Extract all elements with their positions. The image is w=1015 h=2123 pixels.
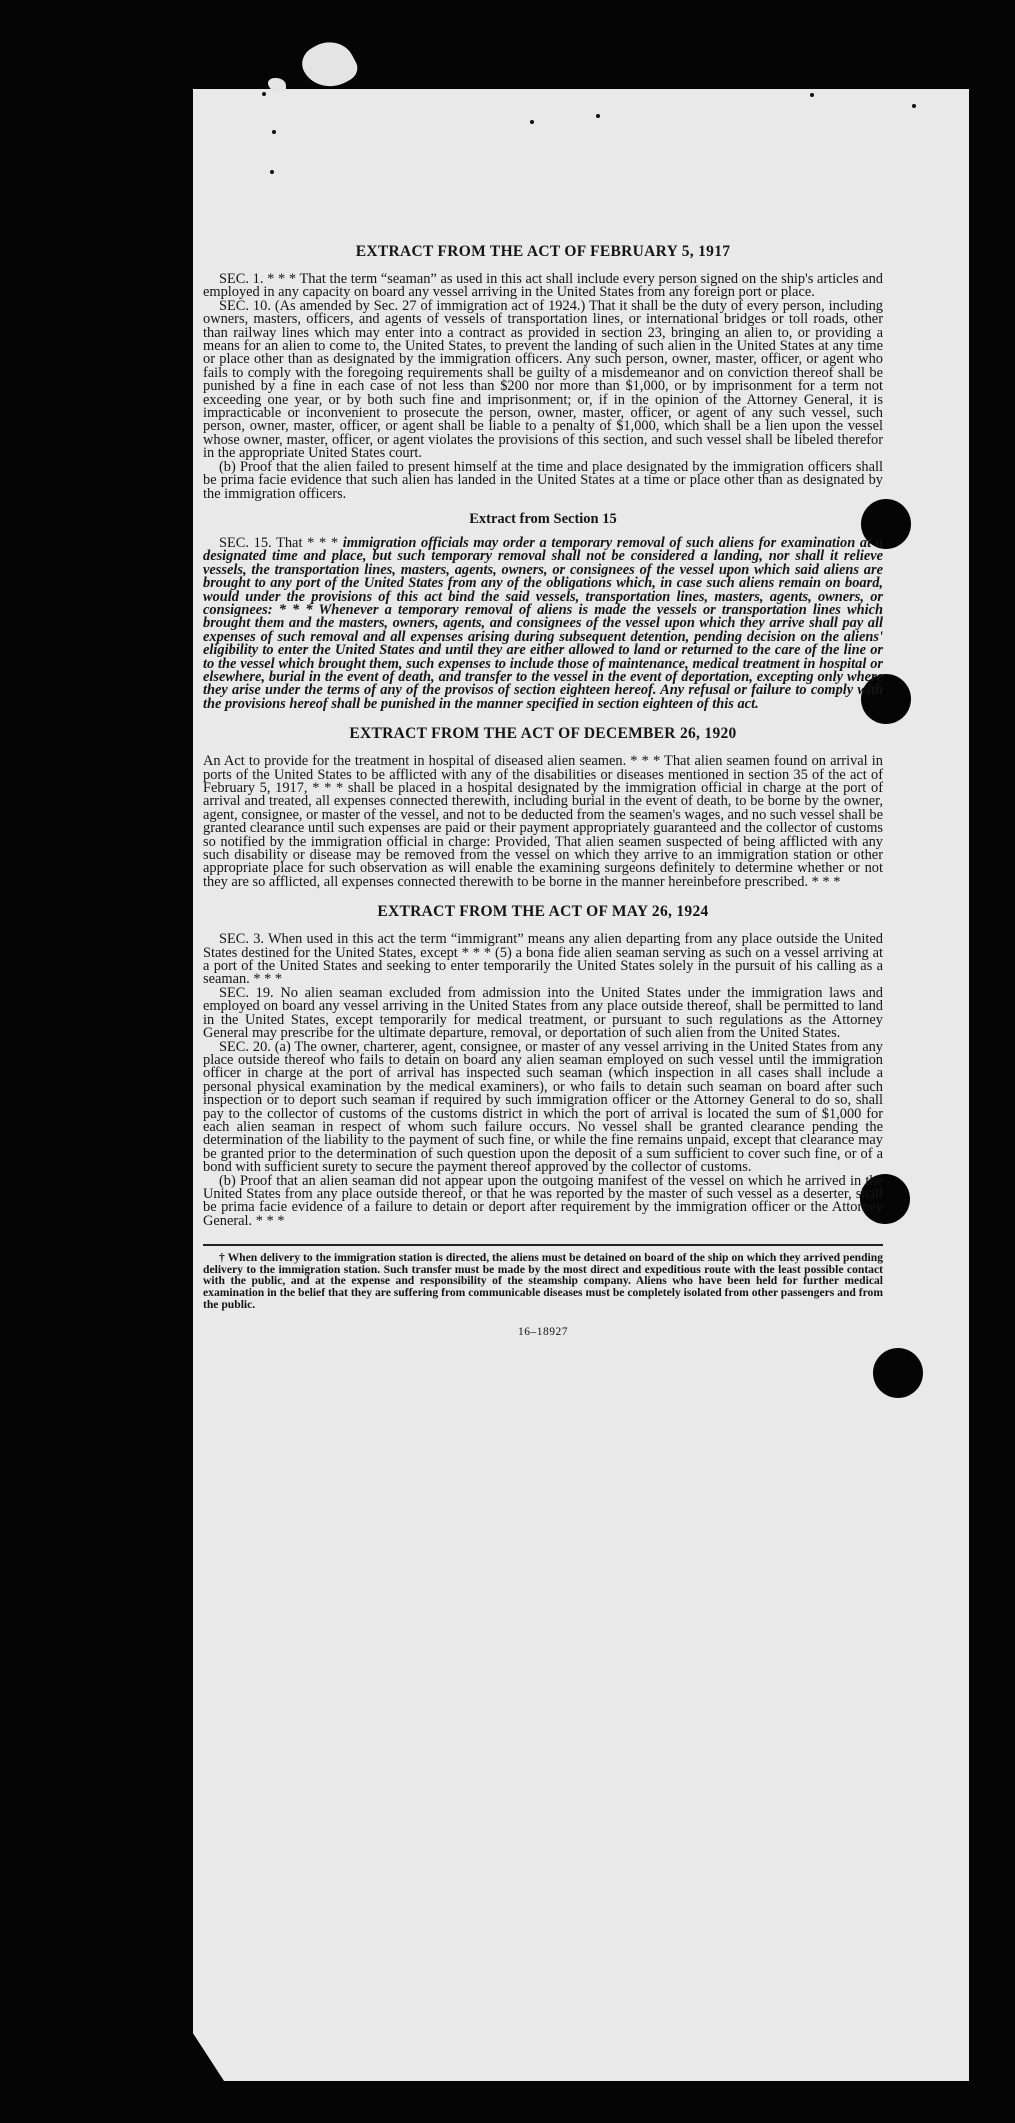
paper-tear (296, 33, 362, 97)
sec-3-paragraph: SEC. 3. When used in this act the term “immigrant” means any alien departing from any place outside the United States destined for the United States, except * * * (5) a bona fide alien seaman serving as such on a vessel arriving at a port of the United States and seeking to enter temporarily the United States solely in the pursuit of his calling as a seaman. * * * (203, 931, 883, 988)
sec-15-paragraph (203, 534, 883, 712)
sec-15-italic-text: immigration officials may order a temporary removal of such aliens for examination at a designated time and place, but such temporary removal shall not be considered a landing, nor shall it relieve vessels, the transportation lines, masters, agents, owners, or consignees of the vessel upon which said aliens are brought to any port of the United States from any of the obligations which, in case such aliens remain on board, would under the provisions of this act bind the said vessels, transportation lines, masters, agents, owners, or consignees: * * * Whenever a temporary removal of aliens is made the vessels or transportation lines which brought them and the masters, owners, agents, and consignees of the vessel upon which they arrive shall pay all expenses of such removal and all expenses arising during subsequent detention, pending decision on the aliens' eligibility to enter the United States and until they are either allowed to land or returned to the care of the line or to the vessel which brought them, such expenses to include those of maintenance, medical treatment in hospital or elsewhere, burial in the event of death, and transfer to the vessel in the event of deportation, excepting only where they arise under the terms of any of the provisos of section eighteen hereof. Any refusal or failure to comply with the provisions hereof shall be punished in the manner specified in section eighteen of this act. (203, 534, 883, 712)
footnote: † When delivery to the immigration station is directed, the aliens must be detained on board of the ship on which they arrived pending delivery to the immigration station. Such transfer must be made by the most direct and expeditious route with the least possible contact with the public, and at the expense and responsibility of the steamship company. Aliens who have been held for further medical examination in the belief that they are suffering from communicable diseases must be completely isolated from other passengers and from the public. (203, 1251, 884, 1311)
sec-19-paragraph: SEC. 19. No alien seaman excluded from admission into the United States under the immigration laws and employed on board any vessel arriving in the United States from any place outside thereof, shall be permitted to land in the United States, except temporarily for medical treatment, or pursuant to such regulations as the Attorney General may prescribe for the ultimate departure, removal, or deportation of such alien from the United States. (203, 984, 883, 1042)
sec-10-paragraph: SEC. 10. (As amended by Sec. 27 of immigration act of 1924.) That it shall be the duty of every person, including owners, masters, officers, and agents of vessels of transportation lines, or international bridges or toll roads, other than railway lines which may enter into a contract as provided in section 23, bringing an alien to, or providing a means for an alien to come to, the United States, to prevent the landing of such alien in the United States at any time or place other than as designated by the immigration officers. Any such person, owner, master, officer, or agent who fails to comply with the foregoing requirements shall be guilty of a misdemeanor and on conviction thereof shall be punished by a fine in each case of not less than $200 nor more than $1,000, or by imprisonment for a term not exceeding one year, or by both such fine and imprisonment; or, if in the opinion of the Attorney General, it is impracticable or inconvenient to prosecute the person, owner, master, officer, or agent of any such vessel, such person, owner, master, officer, or agent shall be liable to a penalty of $1,000, which shall be a lien upon the vessel whose owner, master, officer, or agent violates the provisions of this section, and such vessel shall be libeled therefor in the appropriate United States court. (203, 297, 883, 462)
section-15-subheading: Extract from Section 15 (469, 510, 617, 527)
act-1920-paragraph: An Act to provide for the treatment in hospital of diseased alien seamen. * * * That alien seamen found on arrival in ports of the United States to be afflicted with any of the disabilities or diseases mentioned in section 35 of the act of February 5, 1917, * * * shall be placed in a hospital designated by the immigration official in charge at the port of arrival and treated, all expenses connected therewith, including burial in the event of death, to be borne by the owner, agent, consignee, or master of the vessel, and not to be deducted from the seamen's wages, and no such vessel shall be granted clearance until such expenses are paid or their payment appropriately guaranteed and the collector of customs so notified by the immigration official in charge: Provided, That alien seamen suspected of being afflicted with any such disability or disease may be removed from the vessel on which they arrive to an immigration station or other appropriate place for such observation as will enable the examining surgeons definitely to determine whether or not they are so afflicted, all expenses connected therewith to be borne in the manner hereinbefore prescribed. * * * (203, 753, 883, 890)
sec-20a-paragraph: SEC. 20. (a) The owner, charterer, agent, consignee, or master of any vessel arriving in the United States from any place outside thereof who fails to detain on board any alien seaman employed on such vessel until the immigration officer in charge at the port of arrival has inspected such seaman (which inspection in all cases shall include a personal physical examination by the medical examiners), or who fails to detain such seaman on board after such inspection or to deport such seaman if required by such immigration officer or the Attorney General to do so, shall pay to the collector of customs of the customs district in which the port of arrival is located the sum of $1,000 for each alien seaman in respect of whom such failure occurs. No vessel shall be granted clearance pending the determination of the liability to the payment of such fine, or while the fine remains unpaid, except that clearance may be granted prior to the determination of such question upon the deposit of a sum sufficient to cover such fine, or of a bond with sufficient surety to secure the payment thereof approved by the collector of customs. (203, 1038, 883, 1176)
document-body (203, 243, 883, 1340)
sec-10b-paragraph: (b) Proof that the alien failed to present himself at the time and place designated by the immigration officers shall be prima facie evidence that such alien has landed in the United States at a time or place other than as designated by the immigration officers. (203, 458, 883, 502)
footnote-divider (203, 1244, 883, 1246)
form-number: 16–18927 (518, 1326, 568, 1339)
sec-1-paragraph: SEC. 1. * * * That the term “seaman” as used in this act shall include every person signed on the ship's articles and employed in any capacity on board any vessel arriving in the United States from any foreign port or place. (203, 271, 883, 301)
sec-15-lead: SEC. 15. That * * * (219, 534, 343, 551)
act-1920-heading: EXTRACT FROM THE ACT OF DECEMBER 26, 1920 (349, 725, 737, 743)
sec-20b-paragraph: (b) Proof that an alien seaman did not appear upon the outgoing manifest of the vessel on which he arrived in the United States from any place outside thereof, or that he was reported by the master of such vessel as a deserter, shall be prima facie evidence of a failure to detain or deport after requirement by the immigration officer or the Attorney General. * * * (203, 1172, 883, 1229)
act-1924-heading: EXTRACT FROM THE ACT OF MAY 26, 1924 (377, 903, 709, 921)
act-1917-heading: EXTRACT FROM THE ACT OF FEBRUARY 5, 1917 (355, 243, 731, 260)
punch-hole (873, 1348, 923, 1398)
